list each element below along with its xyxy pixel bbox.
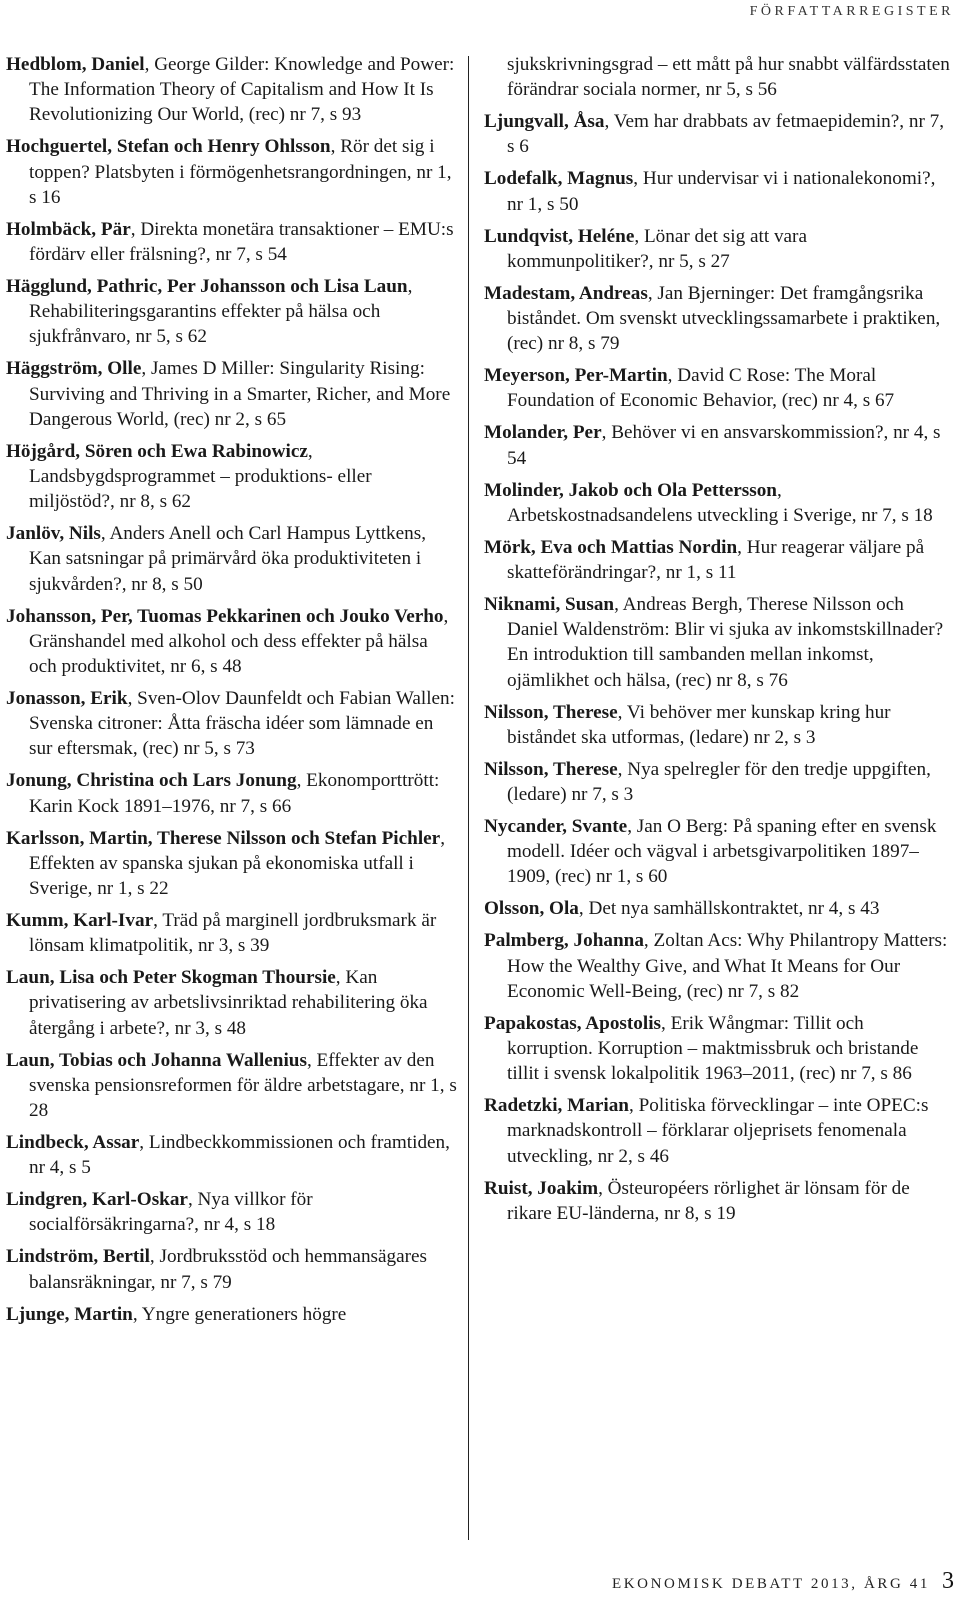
entry-author: Molinder, Jakob och Ola Pettersson bbox=[484, 479, 777, 501]
entry-author: Kumm, Karl-Ivar bbox=[6, 910, 154, 932]
index-entry bbox=[6, 965, 458, 1041]
entry-author: Ljunge, Martin bbox=[6, 1303, 133, 1325]
footer-journal-title: EKONOMISK DEBATT 2013, ÅRG 41 bbox=[611, 1576, 930, 1592]
index-entry bbox=[6, 52, 458, 128]
index-entry bbox=[6, 1302, 458, 1327]
entry-title: , Vi behöver mer kunskap kring hur biståndet ska utformas, (ledare) nr 2, s 3 bbox=[507, 701, 891, 748]
entry-author: Nycander, Svante bbox=[484, 816, 628, 838]
index-entry bbox=[6, 1130, 458, 1180]
author-index-right-column bbox=[484, 52, 954, 1233]
index-entry bbox=[484, 1093, 954, 1169]
index-entry bbox=[6, 826, 458, 902]
entry-title: , James D Miller: Singularity Rising: Surviving and Thriving in a Smarter, Richer, and More Dangerous World, (rec) nr 2, s 65 bbox=[29, 358, 451, 430]
index-entry bbox=[6, 439, 458, 515]
entry-title: , Direkta monetära transaktioner – EMU:s fördärv eller frälsning?, nr 7, s 54 bbox=[29, 218, 454, 266]
index-entry bbox=[484, 535, 954, 585]
entry-title: , Jan O Berg: På spaning efter en svensk modell. Idéer och vägval i arbetsgivarpolitiken 1897–1909, (rec) nr 1, s 60 bbox=[507, 816, 937, 888]
entry-title: sjukskrivningsgrad – ett mått på hur snabbt välfärdsstaten förändrar sociala normer, nr 5, s 56 bbox=[507, 54, 950, 101]
index-entry bbox=[6, 1244, 458, 1294]
entry-author: Meyerson, Per-Martin bbox=[484, 365, 668, 387]
entry-author: Karlsson, Martin, Therese Nilsson och Stefan Pichler bbox=[6, 827, 441, 849]
entry-author: Olsson, Ola bbox=[484, 898, 579, 920]
entry-author: Lindbeck, Assar bbox=[6, 1132, 140, 1154]
entry-title: , Jordbruksstöd och hemmansägares balansräkningar, nr 7, s 79 bbox=[29, 1246, 428, 1293]
entry-title: , Zoltan Acs: Why Philantropy Matters: How the Wealthy Give, and What It Means for Our Economic Well-Being, (rec) nr 7, s 82 bbox=[507, 930, 948, 1002]
index-entry bbox=[484, 700, 954, 750]
entry-author: Lindström, Bertil bbox=[6, 1246, 150, 1268]
entry-author: Madestam, Andreas bbox=[484, 282, 648, 304]
index-entry bbox=[484, 109, 954, 159]
index-entry bbox=[484, 363, 954, 413]
page-number: 3 bbox=[942, 1568, 954, 1594]
index-entry bbox=[6, 356, 458, 432]
entry-author: Hägglund, Pathric, Per Johansson och Lisa Laun bbox=[6, 276, 408, 298]
entry-title: , Landsbygdsprogrammet – produktions- eller miljöstöd?, nr 8, s 62 bbox=[29, 440, 372, 513]
entry-title: , Gränshandel med alkohol och dess effekter på hälsa och produktivitet, nr 6, s 48 bbox=[29, 605, 449, 678]
entry-title: , Det nya samhällskontraktet, nr 4, s 43 bbox=[578, 898, 880, 920]
entry-author: Höjgård, Sören och Ewa Rabinowicz bbox=[6, 440, 308, 462]
index-entry bbox=[484, 1011, 954, 1087]
index-entry bbox=[6, 1048, 458, 1124]
author-index-left-column bbox=[6, 52, 458, 1334]
entry-title: , Effekter av den svenska pensionsreformen för äldre arbetstagare, nr 1, s 28 bbox=[29, 1049, 457, 1122]
entry-title: , Nya villkor för socialförsäkringarna?, nr 4, s 18 bbox=[29, 1189, 313, 1236]
entry-title: , Andreas Bergh, Therese Nilsson och Daniel Waldenström: Blir vi sjuka av inkomstskillnader? En introduktion till sambanden mellan inkomst, ojämlikhet och hälsa, (rec) nr 8, s 76 bbox=[507, 594, 944, 691]
index-entry bbox=[6, 217, 458, 267]
entry-title: , Politiska förvecklingar – inte OPEC:s marknadskontroll – förklarar oljeprisets fenomenala utveckling, nr 2, s 46 bbox=[507, 1095, 929, 1167]
page-footer bbox=[612, 1568, 954, 1595]
index-entry bbox=[6, 908, 458, 958]
index-entry bbox=[484, 1176, 954, 1226]
entry-author: Lundqvist, Heléne bbox=[484, 225, 635, 247]
entry-author: Laun, Tobias och Johanna Wallenius bbox=[6, 1049, 307, 1071]
entry-author: Hochguertel, Stefan och Henry Ohlsson bbox=[6, 136, 331, 158]
entry-author: Nilsson, Therese bbox=[484, 701, 618, 723]
entry-title: , Rör det sig i toppen? Platsbyten i förmögenhetsrangordningen, nr 1, s 16 bbox=[29, 136, 452, 208]
entry-title: , Erik Wångmar: Tillit och korruption. Korruption – maktmissbruk och bristande tillit i svensk lokalpolitik 1963–2011, (rec) nr 7, s 86 bbox=[507, 1012, 919, 1085]
entry-author: Jonasson, Erik bbox=[6, 688, 128, 710]
index-entry bbox=[6, 604, 458, 680]
entry-author: Molander, Per bbox=[484, 422, 602, 444]
entry-author: Ljungvall, Åsa bbox=[484, 111, 605, 133]
index-entry bbox=[484, 928, 954, 1004]
entry-author: Jonung, Christina och Lars Jonung bbox=[6, 770, 297, 792]
index-entry bbox=[484, 166, 954, 216]
index-entry bbox=[484, 224, 954, 274]
entry-author: Laun, Lisa och Peter Skogman Thoursie bbox=[6, 967, 336, 989]
entry-author: Häggström, Olle bbox=[6, 358, 142, 380]
entry-author: Lodefalk, Magnus bbox=[484, 168, 634, 190]
index-entry bbox=[6, 134, 458, 210]
index-entry bbox=[484, 52, 954, 102]
entry-author: Ruist, Joakim bbox=[484, 1177, 599, 1199]
index-entry bbox=[6, 686, 458, 762]
index-entry bbox=[484, 814, 954, 890]
entry-title: , Jan Bjerninger: Det framgångsrika biståndet. Om svenskt utvecklingssamarbete i praktiken, (rec) nr 8, s 79 bbox=[507, 282, 941, 355]
entry-title: , Träd på marginell jordbruksmark är lönsam klimatpolitik, nr 3, s 39 bbox=[29, 910, 437, 957]
entry-author: Johansson, Per, Tuomas Pekkarinen och Jouko Verho bbox=[6, 605, 444, 627]
entry-author: Papakostas, Apostolis bbox=[484, 1012, 661, 1034]
index-entry bbox=[484, 478, 954, 528]
index-entry bbox=[484, 896, 954, 921]
entry-author: Holmbäck, Pär bbox=[6, 218, 131, 240]
entry-author: Nilsson, Therese bbox=[484, 758, 618, 780]
column-divider bbox=[468, 56, 469, 1540]
index-entry bbox=[6, 1187, 458, 1237]
entry-title: , Hur reagerar väljare på skatteförändringar?, nr 1, s 11 bbox=[507, 536, 925, 584]
index-entry bbox=[6, 521, 458, 597]
index-entry bbox=[6, 768, 458, 818]
entry-title: , Arbetskostnadsandelens utveckling i Sverige, nr 7, s 18 bbox=[507, 479, 933, 526]
entry-title: , Lindbeckkommissionen och framtiden, nr 4, s 5 bbox=[29, 1132, 450, 1179]
index-entry bbox=[6, 274, 458, 350]
entry-title: , Anders Anell och Carl Hampus Lyttkens, Kan satsningar på primärvård öka produktiviteten i sjukvården?, nr 8, s 50 bbox=[29, 523, 426, 595]
running-head: FÖRFATTARREGISTER bbox=[749, 4, 954, 19]
entry-title: , Behöver vi en ansvarskommission?, nr 4, s 54 bbox=[507, 422, 941, 469]
index-entry bbox=[484, 757, 954, 807]
entry-title: , Sven-Olov Daunfeldt och Fabian Wallen: Svenska citroner: Åtta fräscha idéer som lämnade en sur eftersmak, (rec) nr 5, s 73 bbox=[29, 688, 455, 760]
entry-title: , Yngre generationers högre bbox=[132, 1303, 347, 1325]
entry-title: , Nya spelregler för den tredje uppgiften, (ledare) nr 7, s 3 bbox=[507, 758, 931, 806]
entry-title: , Rehabiliteringsgarantins effekter på hälsa och sjukfrånvaro, nr 5, s 62 bbox=[29, 276, 413, 348]
entry-author: Radetzki, Marian bbox=[484, 1095, 629, 1117]
entry-author: Niknami, Susan bbox=[484, 594, 615, 616]
entry-author: Palmberg, Johanna bbox=[484, 930, 644, 952]
entry-title: , Östeuropéers rörlighet är lönsam för de rikare EU-länderna, nr 8, s 19 bbox=[507, 1177, 910, 1224]
entry-title: , Effekten av spanska sjukan på ekonomiska utfall i Sverige, nr 1, s 22 bbox=[29, 827, 445, 900]
entry-title: , Vem har drabbats av fetmaepidemin?, nr 7, s 6 bbox=[507, 111, 945, 158]
entry-title: , George Gilder: Knowledge and Power: The Information Theory of Capitalism and How It Is Revolutionizing Our World, (rec) nr 7, s 93 bbox=[29, 54, 455, 126]
entry-title: , Kan privatisering av arbetslivsinriktad rehabilitering öka återgång i arbete?, nr 3, s 48 bbox=[29, 967, 428, 1039]
index-entry bbox=[484, 592, 954, 693]
entry-title: , Ekonomporttrött: Karin Kock 1891–1976, nr 7, s 66 bbox=[29, 770, 440, 817]
entry-author: Hedblom, Daniel bbox=[6, 54, 145, 75]
entry-title: , Hur undervisar vi i nationalekonomi?, nr 1, s 50 bbox=[507, 168, 936, 215]
entry-author: Mörk, Eva och Mattias Nordin bbox=[484, 536, 738, 558]
index-entry bbox=[484, 420, 954, 470]
entry-title: , Lönar det sig att vara kommunpolitiker?, nr 5, s 27 bbox=[507, 225, 807, 272]
entry-title: , David C Rose: The Moral Foundation of Economic Behavior, (rec) nr 4, s 67 bbox=[507, 365, 895, 412]
entry-author: Lindgren, Karl-Oskar bbox=[6, 1189, 188, 1211]
index-entry bbox=[484, 281, 954, 357]
entry-author: Janlöv, Nils bbox=[6, 523, 101, 545]
